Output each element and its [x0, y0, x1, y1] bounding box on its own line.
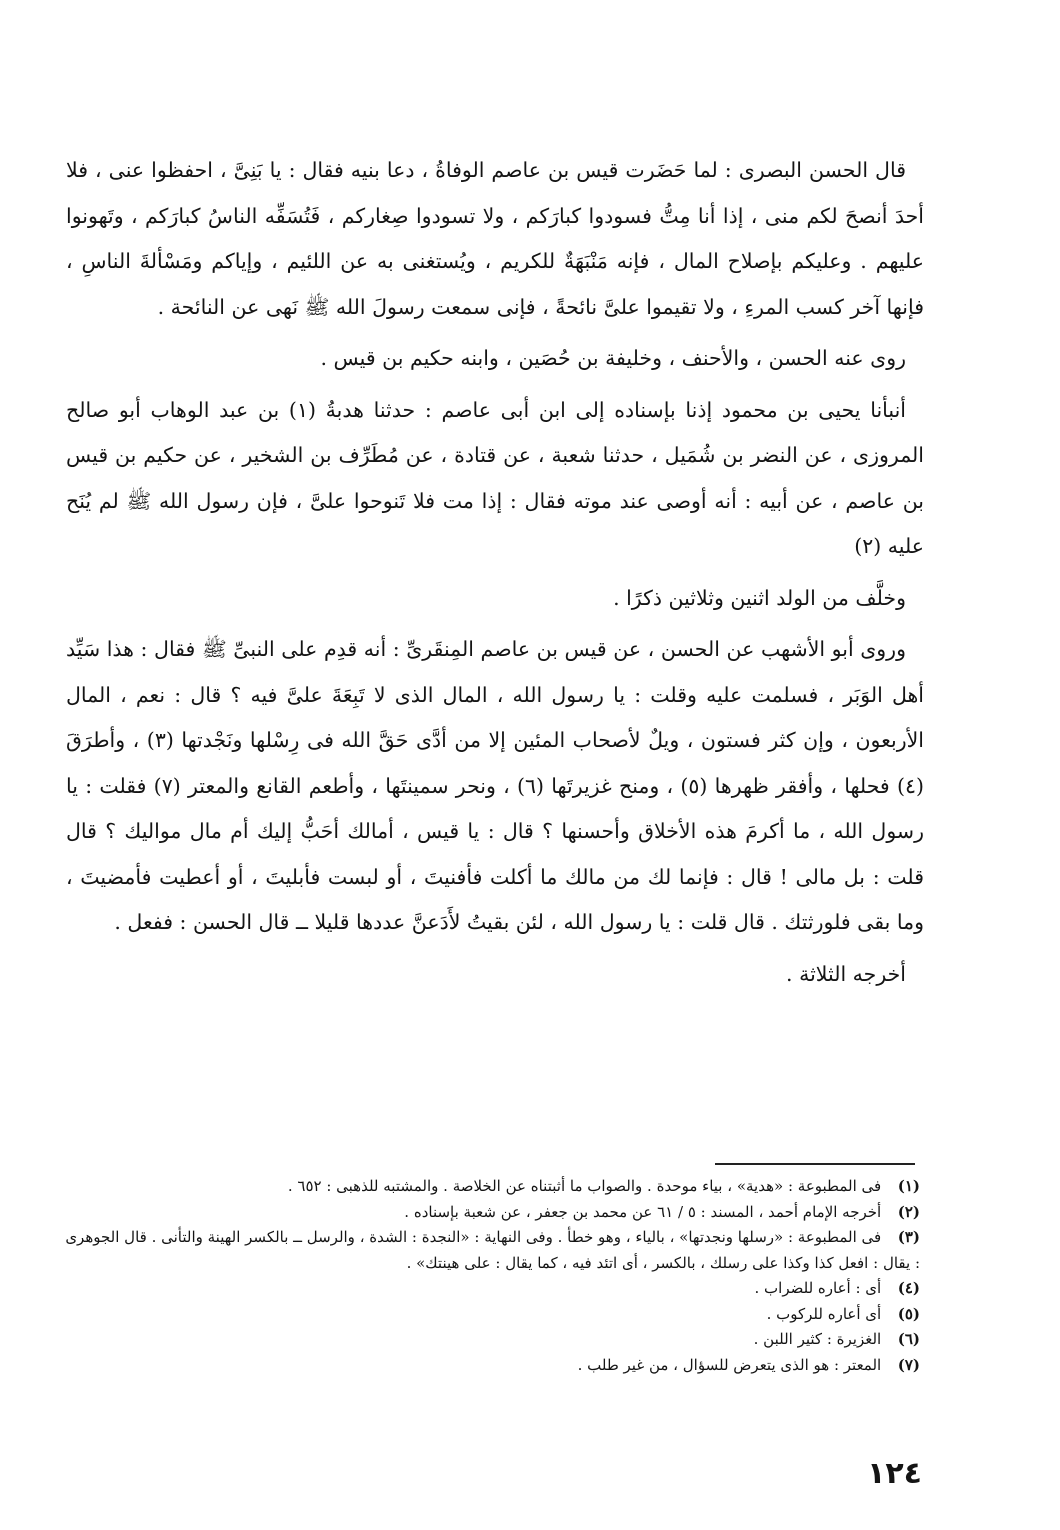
footnote-item — [60, 1353, 920, 1379]
footnote-item — [60, 1225, 920, 1276]
footnotes — [60, 1174, 920, 1378]
footnote-number: (٧) — [897, 1355, 920, 1374]
paragraph-takhrij: أخرجه الثلاثة . — [786, 961, 906, 986]
footnote-item — [60, 1276, 920, 1302]
footnote-item — [60, 1302, 920, 1328]
footnote-number: (٥) — [897, 1304, 920, 1323]
footnote-number: (٢) — [897, 1202, 920, 1221]
footnote-text: أخرجه الإمام أحمد ، المسند : ٥ / ٦١ عن محمد بن جعفر ، عن شعبة بإسناده . — [404, 1202, 882, 1221]
footnote-text: فى المطبوعة : «رسلها ونجدتها» ، بالياء ، وهو خطأ . وفى النهاية : «النجدة : الشدة ، والرسل ــ بالكسر الهينة والتأنى . قال الجوهرى : يقال : افعل كذا وكذا على رسلك ، بالكسر ، أى اتئد فيه ، كما يقال : على هينتك» . — [65, 1228, 920, 1272]
footnote-text: المعتر : هو الذى يتعرض للسؤال ، من غير طلب . — [577, 1355, 882, 1374]
paragraph-isnad: أنبأنا يحيى بن محمود إذنا بإسناده إلى ابن أبى عاصم : حدثنا هدبةُ (١) بن عبد الوهاب أبو صالح المروزى ، عن النضر بن شُمَيل ، حدثنا شعبة ، عن قتادة ، عن مُطَرِّف بن الشخير ، عن حكيم بن قيس بن عاصم ، عن أبيه : أنه أوصى عند موته فقال : إذا مت فلا تَنوحوا علىَّ ، فإن رسول الله ﷺ لم يُنَح عليه (٢) — [66, 397, 924, 558]
paragraph-narrators: روى عنه الحسن ، والأحنف ، وخليفة بن حُصَين ، وابنه حكيم بن قيس . — [320, 346, 906, 370]
footnote-number: (١) — [897, 1177, 920, 1195]
footnote-text: أى أعاره للركوب . — [766, 1304, 882, 1323]
footnote-item — [60, 1200, 920, 1226]
footnote-number: (٣) — [897, 1228, 920, 1246]
footnote-number: (٤) — [897, 1279, 920, 1297]
page-number: ١٢٤ — [867, 1456, 922, 1491]
footnote-number: (٦) — [897, 1330, 920, 1348]
paragraph-offspring: وخلَّف من الولد اثنين وثلاثين ذكرًا . — [613, 585, 906, 610]
footnote-item — [60, 1174, 920, 1200]
footnote-separator — [715, 1163, 915, 1165]
footnote-item — [60, 1327, 920, 1353]
footnote-text: الغزيرة : كثير اللبن . — [753, 1330, 882, 1348]
main-text — [66, 148, 924, 1003]
paragraph-qays-will: قال الحسن البصرى : لما حَضَرت قيس بن عاصم الوفاةُ ، دعا بنيه فقال : يا بَنِىَّ ، احفظوا عنى ، فلا أحدَ أنصحَ لكم منى ، إذا أنا مِتُّ فسودوا كبارَكم ، ولا تسودوا صِغاركم ، فَتُسَفِّه الناسُ كبارَكم ، وتَهونوا عليهم . وعليكم بإصلاح المال ، فإنه مَنْبَهَةٌ للكريم ، ويُستغنى به عن اللئيم ، وإياكم ومَسْألةَ الناسِ ، فإنها آخر كسب المرءِ ، ولا تقيموا علىَّ نائحةً ، فإنى سمعت رسولَ الله ﷺ نَهى عن النائحة . — [66, 158, 924, 319]
footnote-text: فى المطبوعة : «هدية» ، بياء موحدة . والصواب ما أثبتناه عن الخلاصة . والمشتبه للذهبى : ٦٥٢ . — [287, 1177, 882, 1195]
paragraph-hadith: وروى أبو الأشهب عن الحسن ، عن قيس بن عاصم المِنقَرىِّ : أنه قدِم على النبىِّ ﷺ فقال : هذا سَيِّد أهل الوَبَر ، فسلمت عليه وقلت : يا رسول الله ، المال الذى لا تَبِعَةَ علىَّ فيه ؟ قال : نعم ، المال الأربعون ، وإن كثر فستون ، ويلٌ لأصحاب المئين إلا من أدَّى حَقَّ الله فى رِسْلها ونَجْدتها (٣) ، وأطرَقَ (٤) فحلها ، وأفقر ظهرها (٥) ، ومنح غزيرتَها (٦) ، ونحر سمينتَها ، وأطعم القانع والمعتر (٧) فقلت : يا رسول الله ، ما أكرمَ هذه الأخلاق وأحسنها ؟ قال : يا قيس ، أمالك أحَبُّ إليك أم مال مواليك ؟ قال قلت : بل مالى ! قال : فإنما لك من مالك ما أكلت فأفنيتَ ، أو لبست فأبليتَ ، أو أعطيت فأمضيتَ ، وما بقى فلورثتك . قال قلت : يا رسول الله ، لئن بقيتُ لأَدَعنَّ عددها قليلا ــ قال الحسن : ففعل . — [66, 637, 924, 934]
footnote-text: أى : أعاره للضراب . — [754, 1279, 882, 1297]
